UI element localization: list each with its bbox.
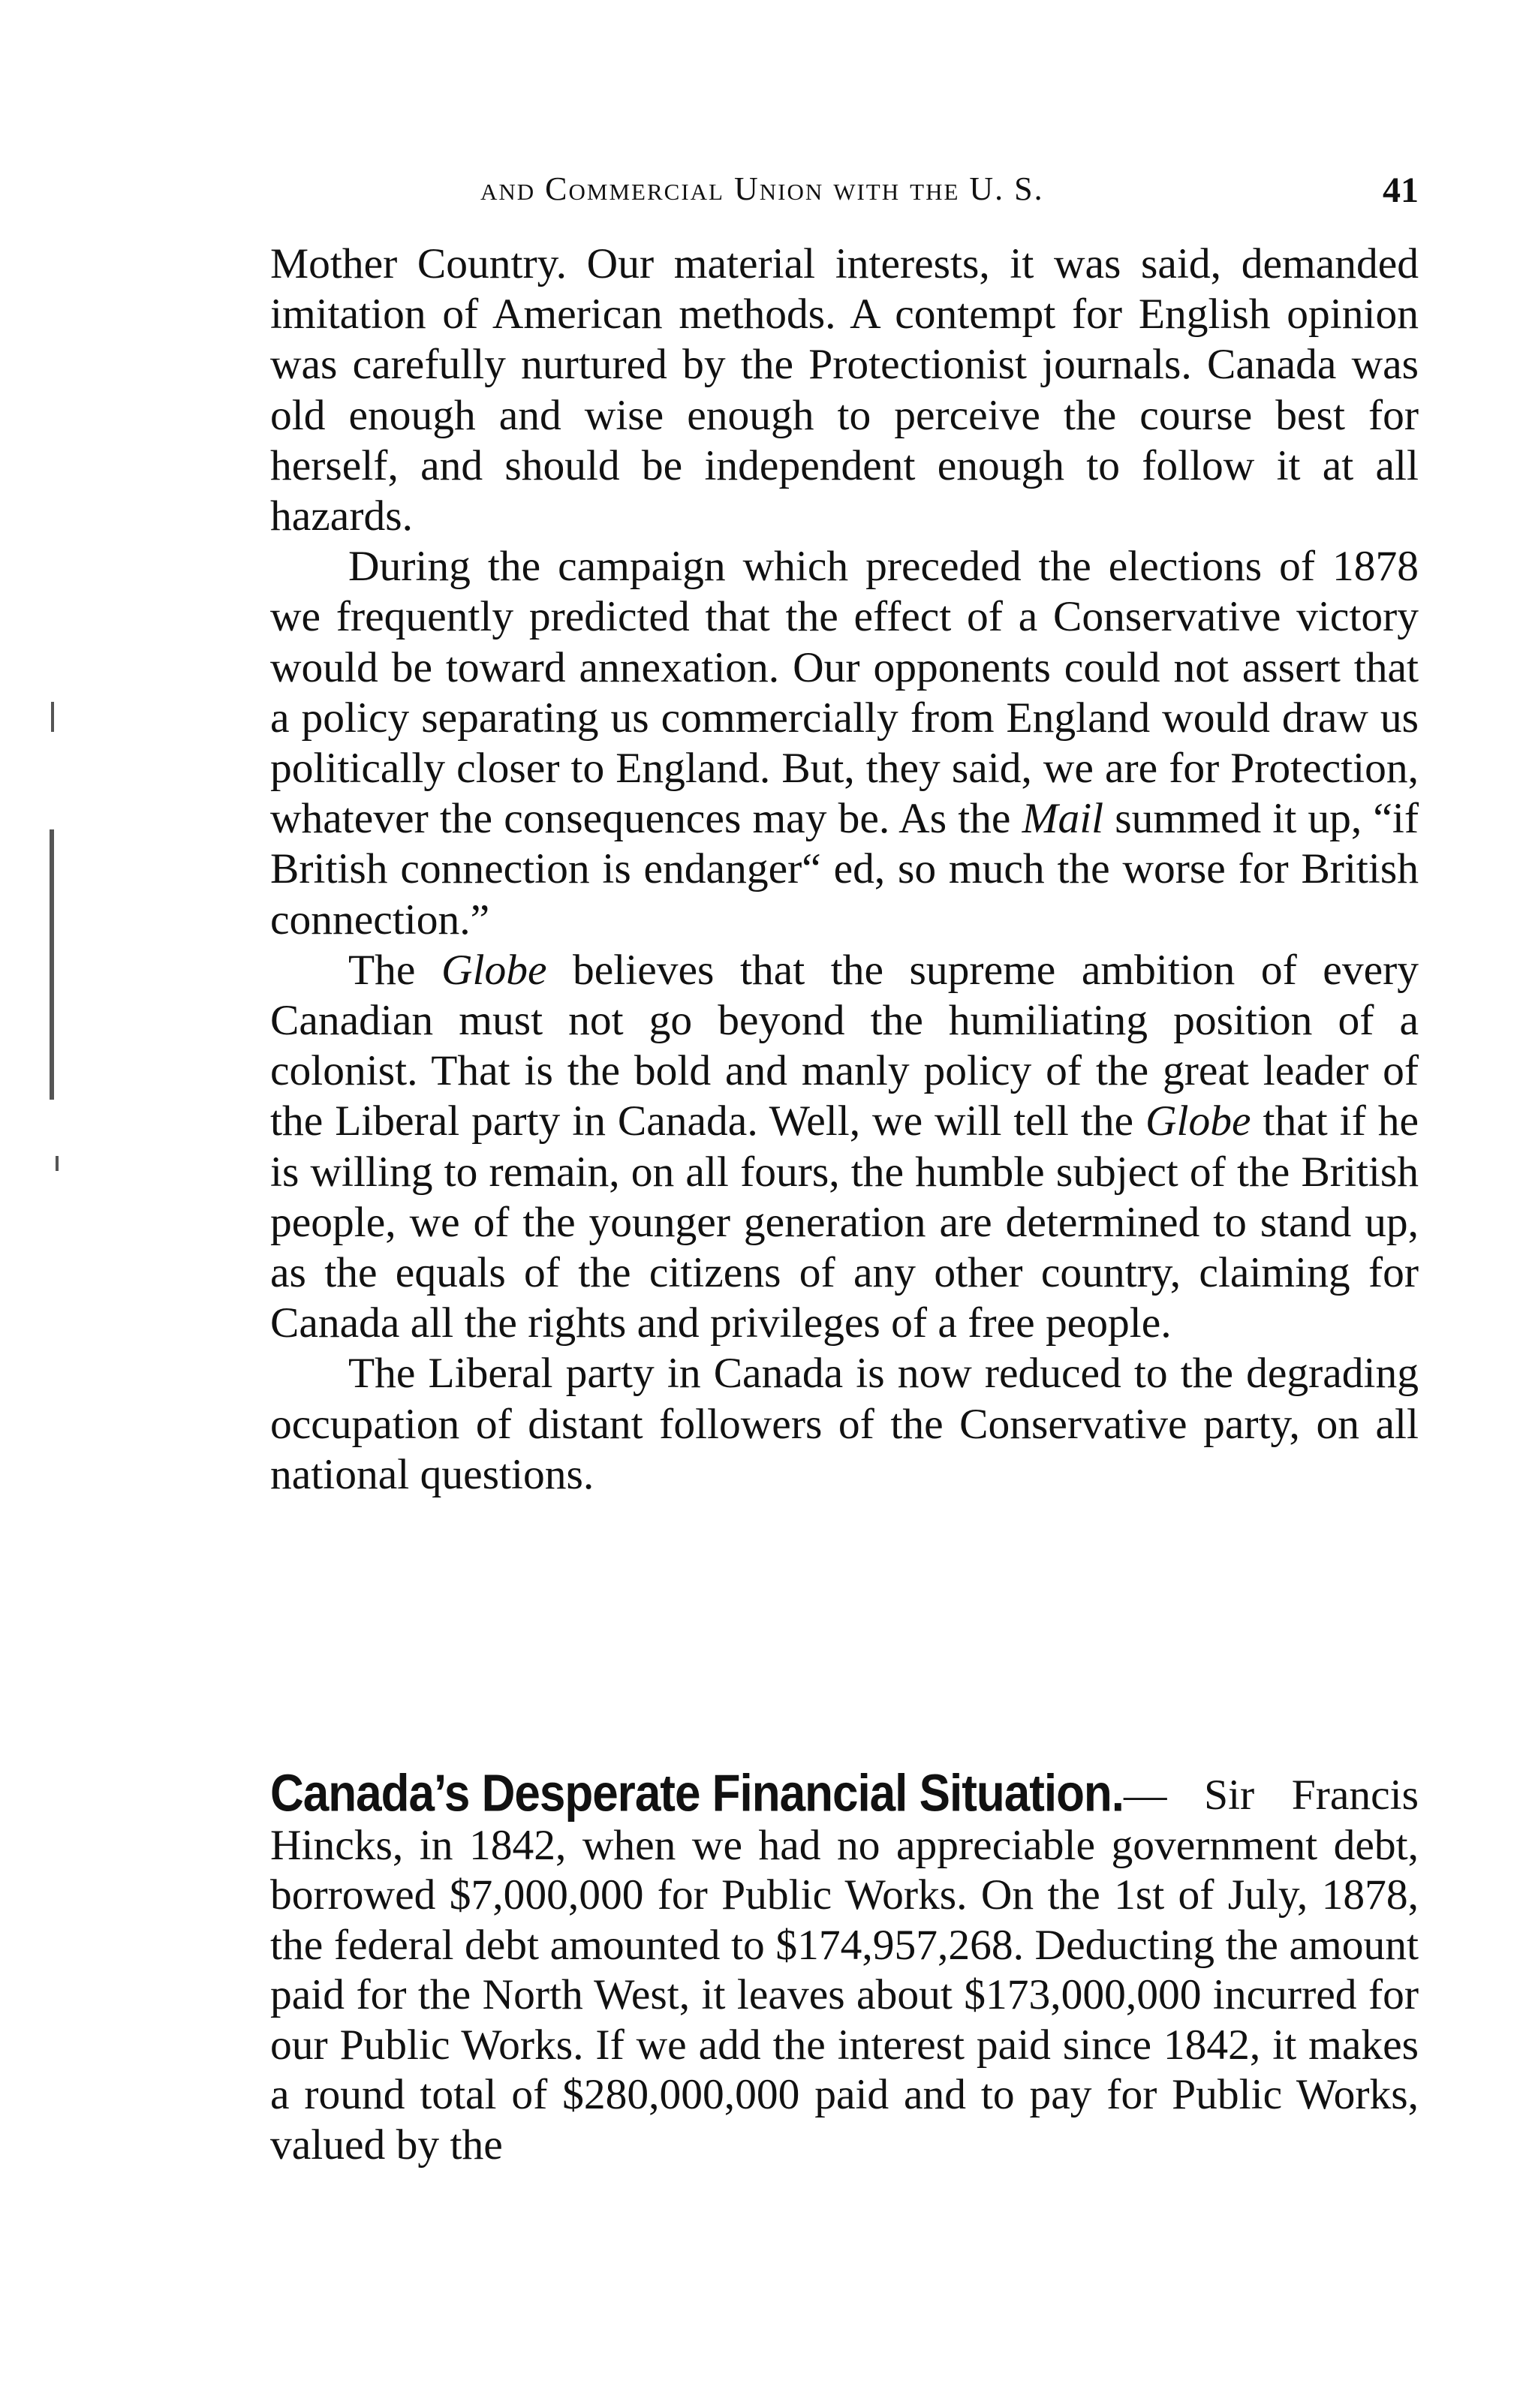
section-heading: Canada’s Desperate Financial Situation. [270, 1764, 1124, 1823]
scan-margin-mark [51, 702, 54, 732]
paragraph-text: The Liberal party in Canada is now reduced to the degrading occupation of distant followers of the Conservative party, on all national questions. [270, 1350, 1419, 1498]
paragraph [270, 1348, 1419, 1500]
paragraph-text: During the campaign which preceded the elections of 1878 we frequently predicted that the effect of a Conservative victory would be toward annexation. Our opponents could not assert that a policy separating us commercially from England would draw us politically closer to England. But, they said, we are for Protection, whatever the consequences may be. As the [270, 543, 1419, 843]
page-number: 41 [1383, 170, 1419, 210]
paragraph-text: believes that the supreme ambition of every Canadian must not go beyond the humiliating position of a colonist. That is the bold and manly policy of the great leader of the Liberal party in Canada. Well, we will tell the [270, 946, 1419, 1145]
paragraph-text: summed it up, “if British connection is endanger“ ed, so much the worse for British connection.” [270, 795, 1419, 944]
running-title: and Commercial Union with the U. S. [480, 170, 1044, 207]
body-text [270, 239, 1419, 1500]
running-head [270, 170, 1419, 215]
italic-title: Globe [441, 946, 547, 994]
scan-margin-mark [56, 1156, 59, 1171]
paragraph [270, 541, 1419, 945]
paragraph [270, 239, 1419, 541]
paragraph-text: that if he is willing to remain, on all fours, the humble subject of the British people, we of the younger generation are determined to stand up, as the equals of the citizens of any other country, claiming for Canada all the rights and privileges of a free people. [270, 1097, 1419, 1347]
paragraph-text: The [348, 946, 441, 994]
paragraph [270, 945, 1419, 1349]
italic-title: Mail [1022, 795, 1104, 843]
italic-title: Globe [1145, 1097, 1251, 1145]
section-body: — Sir Francis Hincks, in 1842, when we had no appreciable government debt, borrowed $7,000,000 for Public Works. On the 1st of July, 1878, the federal debt amounted to $174,957,268. Deducting the amount paid for the North West, it leaves about $173,000,000 incurred for our Public Works. If we add the interest paid since 1842, it makes a round total of $280,000,000 paid and to pay for Public Works, valued by the [270, 1771, 1419, 2169]
scan-margin-mark [50, 829, 54, 1100]
paragraph-text: Mother Country. Our material interests, it was said, demanded imitation of American methods. A contempt for English opinion was carefully nurtured by the Protectionist journals. Canada was old enough and wise enough to perceive the course best for herself, and should be independent enough to follow it at all hazards. [270, 240, 1419, 540]
section-paragraph [270, 1764, 1419, 2170]
